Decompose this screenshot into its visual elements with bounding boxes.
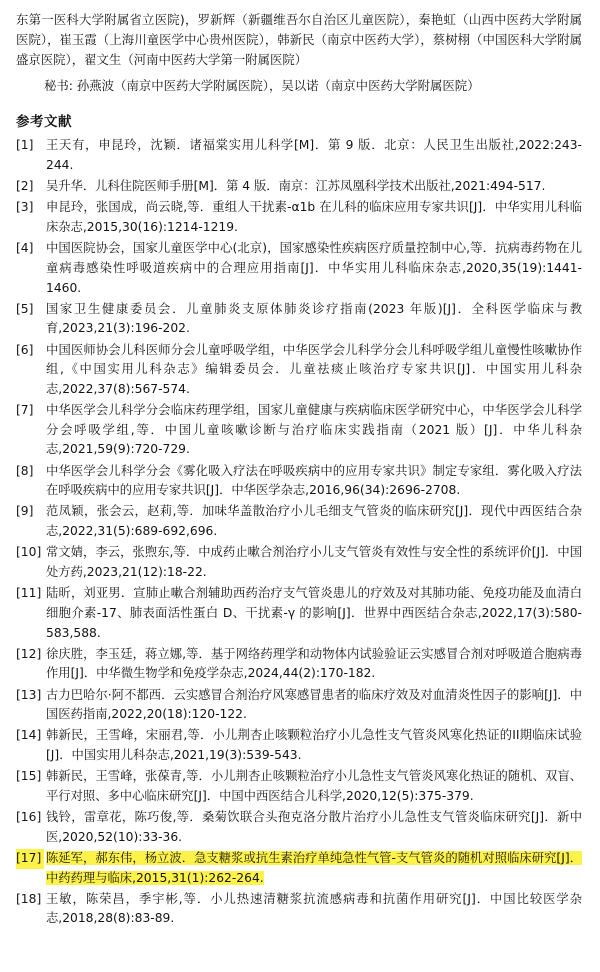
reference-item — [16, 401, 582, 460]
reference-number: [1] — [16, 138, 34, 153]
reference-number: [2] — [16, 179, 34, 194]
reference-number: [15] — [16, 769, 42, 784]
reference-text: 中国医院协会，国家儿童医学中心(北京)，国家感染性疾病医疗质量控制中心,等．抗病毒药物在儿童病毒感染性呼吸道疾病中的合理应用指南[J]．中华实用儿科临床杂志,2020,35(19):1441-1460. — [46, 241, 582, 295]
reference-number: [14] — [16, 728, 42, 743]
reference-number: [13] — [16, 687, 42, 702]
reference-number: [7] — [16, 403, 34, 418]
reference-item — [16, 726, 582, 765]
reference-text: 吴升华．儿科住院医师手册[M]．第 4 版．南京：江苏凤凰科学技术出版社,2021:494-517. — [46, 179, 546, 194]
reference-text: 申昆玲，张国成，尚云晓,等．重组人干扰素-α1b 在儿科的临床应用专家共识[J]．中华实用儿科临床杂志,2015,30(16):1214-1219. — [46, 200, 582, 235]
reference-item — [16, 890, 582, 929]
reference-item — [16, 584, 582, 643]
reference-number: [17] — [16, 849, 44, 869]
reference-text: 王敏，陈荣昌，季宇彬,等．小儿热速清糖浆抗流感病毒和抗菌作用研究[J]．中国比较医学杂志,2018,28(8):83-89. — [46, 891, 582, 926]
reference-text: 中华医学会儿科学分会《雾化吸入疗法在呼吸疾病中的应用专家共识》制定专家组．雾化吸入疗法在呼吸疾病中的应用专家共识[J]．中华医学杂志,2016,96(34):2696-2708. — [46, 463, 582, 498]
reference-number: [9] — [16, 504, 34, 519]
reference-item — [16, 462, 582, 501]
reference-item — [16, 686, 582, 725]
reference-number: [8] — [16, 463, 34, 478]
reference-item — [16, 136, 582, 175]
reference-item — [16, 543, 582, 582]
reference-text: 常文婧，李云，张煦东,等．中成药止嗽合剂治疗小儿支气管炎有效性与安全性的系统评价[J]．中国处方药,2023,21(12):18-22. — [46, 545, 582, 579]
reference-number: [18] — [16, 891, 42, 906]
reference-item-highlighted — [16, 849, 582, 888]
reference-text: 中国医师协会儿科医师分会儿童呼吸学组，中华医学会儿科学分会儿科呼吸学组儿童慢性咳嗽协作组,《中国实用儿科杂志》编辑委员会．儿童祛痰止咳治疗专家共识[J]．中国实用儿科杂志,2022,37(8):567-574. — [46, 342, 582, 396]
reference-number: [11] — [16, 586, 42, 601]
authors-paragraph: 东第一医科大学附属省立医院)，罗新辉（新疆维吾尔自治区儿童医院），秦艳虹（山西中医药大学附属医院），崔玉霞（上海川童医学中心贵州医院），韩新民（南京中医药大学），蔡树栩（中国医科大学附属盛京医院），翟文生（河南中医药大学第一附属医院） — [16, 12, 582, 68]
reference-number: [10] — [16, 545, 42, 560]
reference-text: 中华医学会儿科学分会临床药理学组，国家儿童健康与疾病临床医学研究中心，中华医学会儿科学分会呼吸学组,等．中国儿童咳嗽诊断与治疗临床实践指南（2021 版）[J]．中华儿科杂志,2021,59(9):720-729. — [46, 403, 582, 457]
reference-number: [6] — [16, 342, 34, 357]
reference-item — [16, 645, 582, 684]
reference-number: [5] — [16, 301, 34, 316]
reference-item — [16, 239, 582, 298]
reference-text: 陆昕，刘亚男．宣肺止嗽合剂辅助西药治疗支气管炎患儿的疗效及对其肺功能、免疫功能及血清白细胞介素-17、肺表面活性蛋白 D、干扰素-γ 的影响[J]．世界中西医结合杂志,2022,17(3):580-583,588. — [46, 586, 582, 640]
reference-text: 王天有，申昆玲，沈颖．诸福棠实用儿科学[M]．第 9 版．北京：人民卫生出版社,2022:243-244. — [46, 138, 582, 173]
reference-item — [16, 502, 582, 541]
reference-number: [12] — [16, 646, 42, 661]
reference-number: [3] — [16, 200, 34, 215]
reference-text: 古力巴哈尔·阿不都西．云实感冒合剂治疗风寒感冒患者的临床疗效及对血清炎性因子的影响[J]．中国医药指南,2022,20(18):120-122. — [46, 687, 582, 722]
secretary-line: 秘书: 孙燕波（南京中医药大学附属医院），吴以诺（南京中医药大学附属医院） — [44, 78, 480, 94]
reference-item — [16, 177, 582, 197]
reference-item — [16, 767, 582, 806]
reference-text: 徐庆胜，李玉廷，蒋立娜,等．基于网络药理学和动物体内试验验证云实感冒合剂对呼吸道合胞病毒作用[J]．中华微生物学和免疫学杂志,2024,44(2):170-182. — [46, 646, 582, 681]
reference-text: 韩新民，王雪峰，宋丽君,等．小儿荆杏止咳颗粒治疗小儿急性支气管炎风寒化热证的II期临床试验[J]．中国实用儿科杂志,2021,19(3):539-543. — [46, 728, 582, 763]
reference-item — [16, 198, 582, 237]
reference-item — [16, 300, 582, 339]
reference-number: [4] — [16, 241, 34, 256]
reference-number: [16] — [16, 810, 42, 825]
reference-text: 韩新民，王雪峰，张葆青,等．小儿荆杏止咳颗粒治疗小儿急性支气管炎风寒化热证的随机、双盲、平行对照、多中心临床研究[J]．中国中西医结合儿科学,2020,12(5):375-379. — [46, 769, 582, 803]
reference-text: 范凤颖，张会云，赵莉,等．加味华盖散治疗小儿毛细支气管炎的临床研究[J]．现代中西医结合杂志,2022,31(5):689-692,696. — [46, 504, 582, 539]
reference-item — [16, 808, 582, 847]
page-content — [16, 10, 582, 929]
reference-text: 钱铃，雷章花，陈巧俊,等．桑菊饮联合头孢克洛分散片治疗小儿急性支气管炎临床研究[J]．新中医,2020,52(10):33-36. — [46, 810, 582, 844]
reference-text: 国家卫生健康委员会．儿童肺炎支原体肺炎诊疗指南(2023 年版)[J]．全科医学临床与教育,2023,21(3):196-202. — [46, 301, 582, 336]
reference-text: 陈延军，郝东伟，杨立波．急支糖浆或抗生素治疗单纯急性气管-支气管炎的随机对照临床研究[J]．中药药理与临床,2015,31(1):262-264. — [46, 850, 582, 885]
references-heading: 参考文献 — [16, 114, 72, 131]
reference-list — [16, 136, 582, 929]
reference-item — [16, 341, 582, 400]
